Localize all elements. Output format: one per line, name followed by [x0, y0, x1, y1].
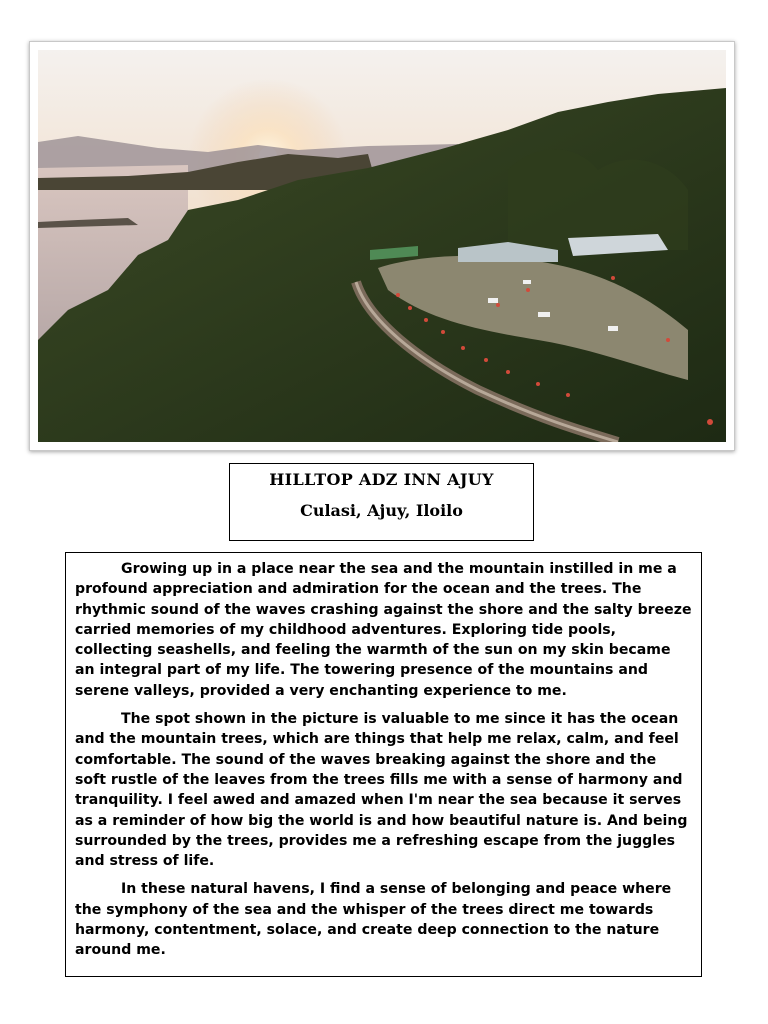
essay-paragraph: The spot shown in the picture is valuable to me since it has the ocean and the mountain trees, which are things that help me relax, calm, and feel comfortable. The sound of the waves breaking against the shore and the soft rustle of the leaves from the trees fills me with a sense of harmony and tranquility. I feel awed and amazed when I'm near the sea because it serves as a reminder of how big the world is and how beautiful nature is. And being surrounded by the trees, provides me a refreshing escape from the juggles and stress of life.: [75, 711, 688, 870]
photo-frame: [29, 41, 735, 451]
place-name: HILLTOP ADZ INN AJUY: [269, 470, 494, 489]
essay-paragraph: In these natural havens, I find a sense of belonging and peace where the symphony of the sea and the whisper of the trees direct me towards harmony, contentment, solace, and create deep connection to the nature around me.: [75, 881, 672, 959]
place-location: Culasi, Ajuy, Iloilo: [300, 501, 463, 520]
landscape-illustration: [38, 50, 726, 442]
hilltop-photo: [38, 50, 726, 442]
essay-paragraph: Growing up in a place near the sea and the mountain instilled in me a profound appreciation and admiration for the ocean and the trees. The rhythmic sound of the waves crashing against the shore and the salty breeze carried memories of my childhood adventures. Exploring tide pools, collecting seashells, and feeling the warmth of the sun on my skin became an integral part of my life. The towering presence of the mountains and serene valleys, provided a very enchanting experience to me.: [75, 561, 692, 699]
title-box: [229, 463, 534, 541]
essay-box: [65, 552, 702, 977]
